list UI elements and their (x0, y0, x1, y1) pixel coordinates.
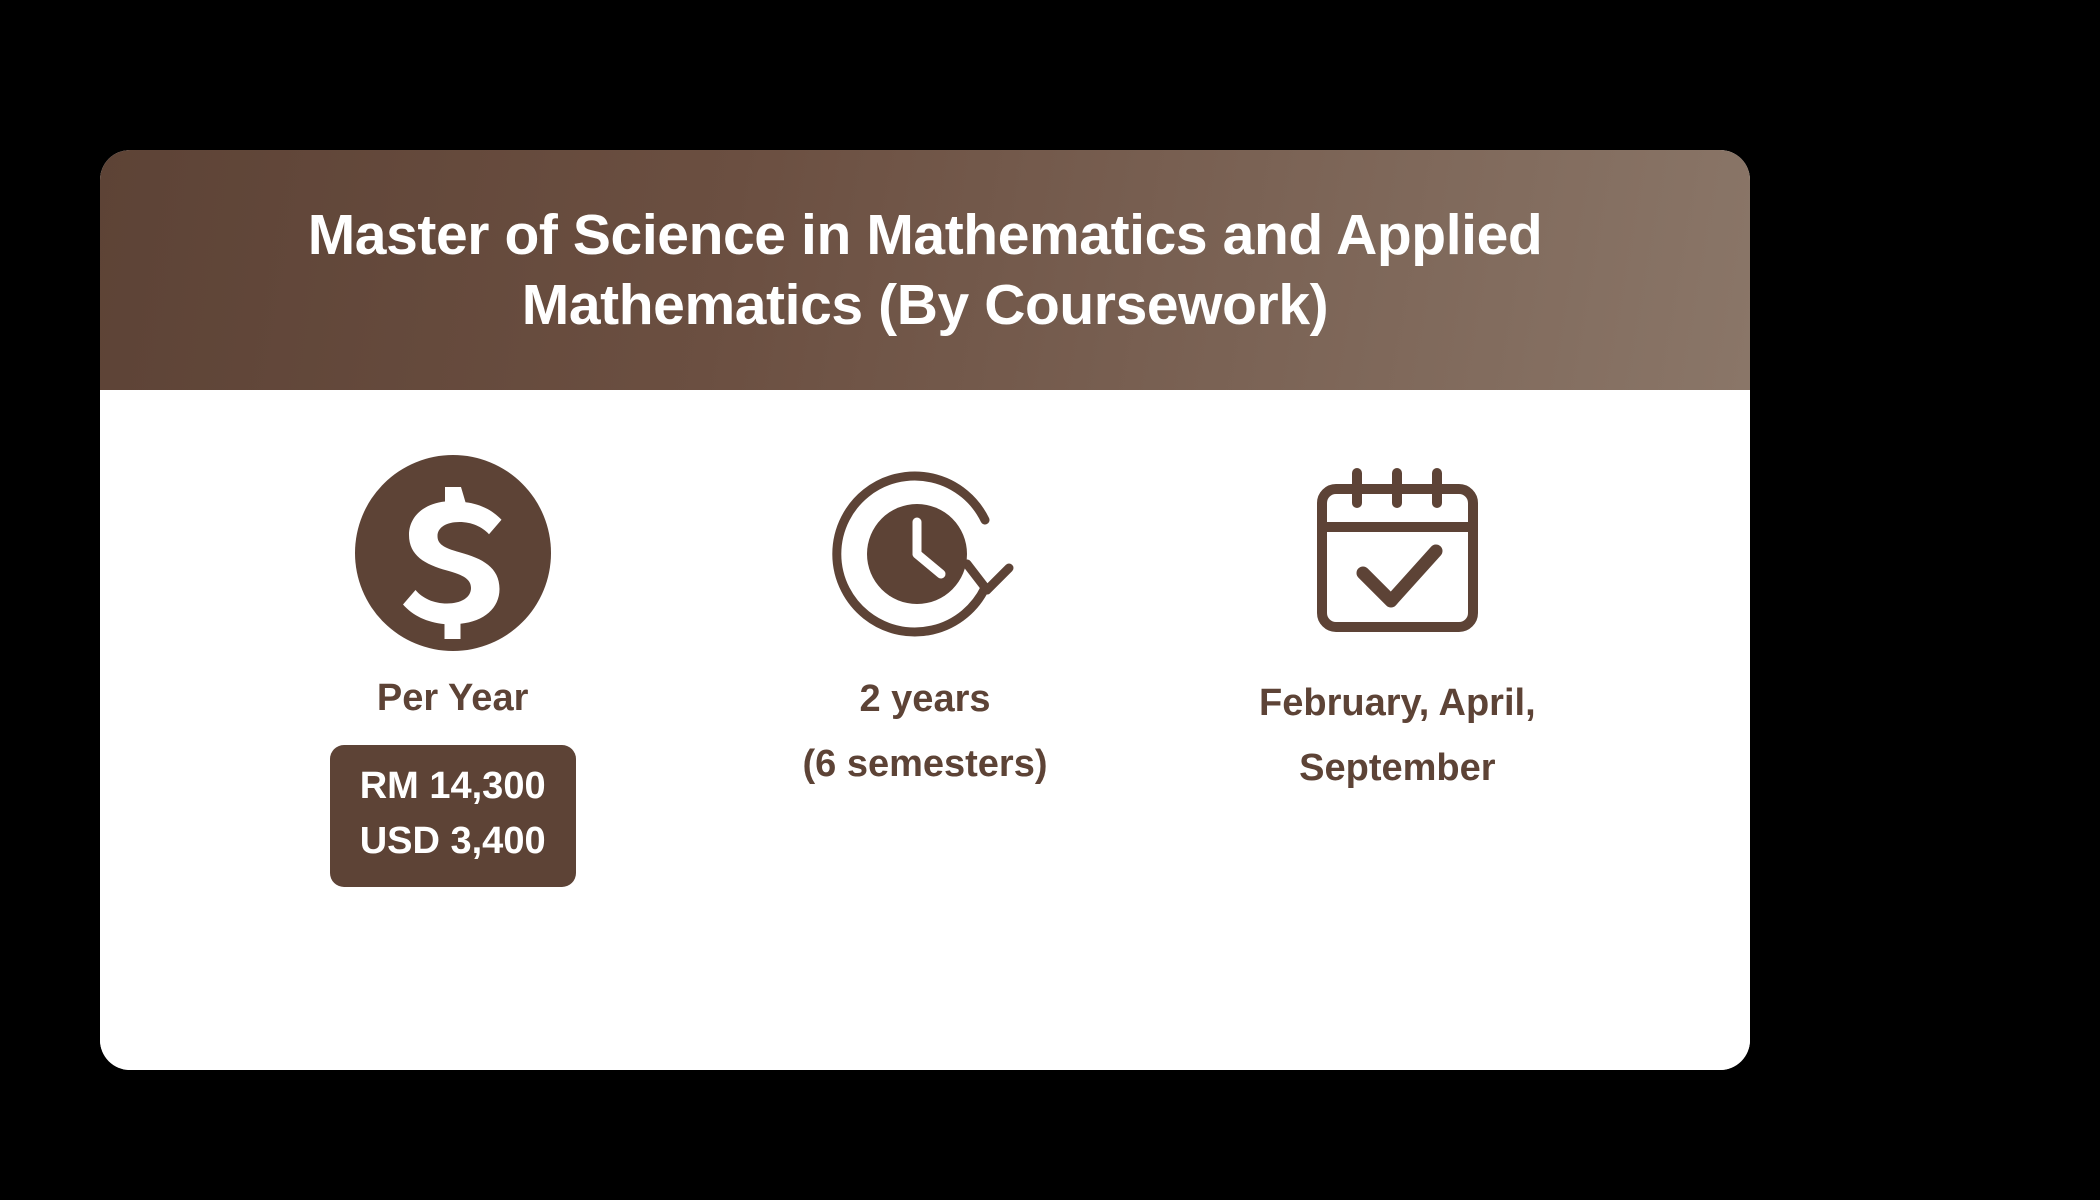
card-header (100, 150, 1750, 390)
clock-arrow-icon (817, 458, 1032, 648)
calendar-check-icon (1300, 458, 1495, 648)
dollar-coin-icon (353, 458, 553, 648)
fee-amount-usd: USD 3,400 (359, 819, 546, 862)
duration-column (692, 458, 1157, 794)
card-body (100, 390, 1750, 1070)
intake-label-line-1: February, April, (1259, 682, 1536, 724)
fee-column (220, 458, 685, 887)
intake-label-line-2: September (1299, 746, 1496, 789)
duration-label-line-2: (6 semesters) (802, 742, 1048, 785)
intake-column (1165, 458, 1630, 798)
duration-label-line-1: 2 years (859, 678, 991, 720)
page-title: Master of Science in Mathematics and Applied Mathematics (By Coursework) (307, 202, 1543, 337)
programme-info-card (100, 150, 1750, 1070)
fee-label: Per Year (376, 677, 529, 719)
fee-badge (330, 745, 576, 887)
fee-amount-myr: RM 14,300 (359, 764, 546, 807)
